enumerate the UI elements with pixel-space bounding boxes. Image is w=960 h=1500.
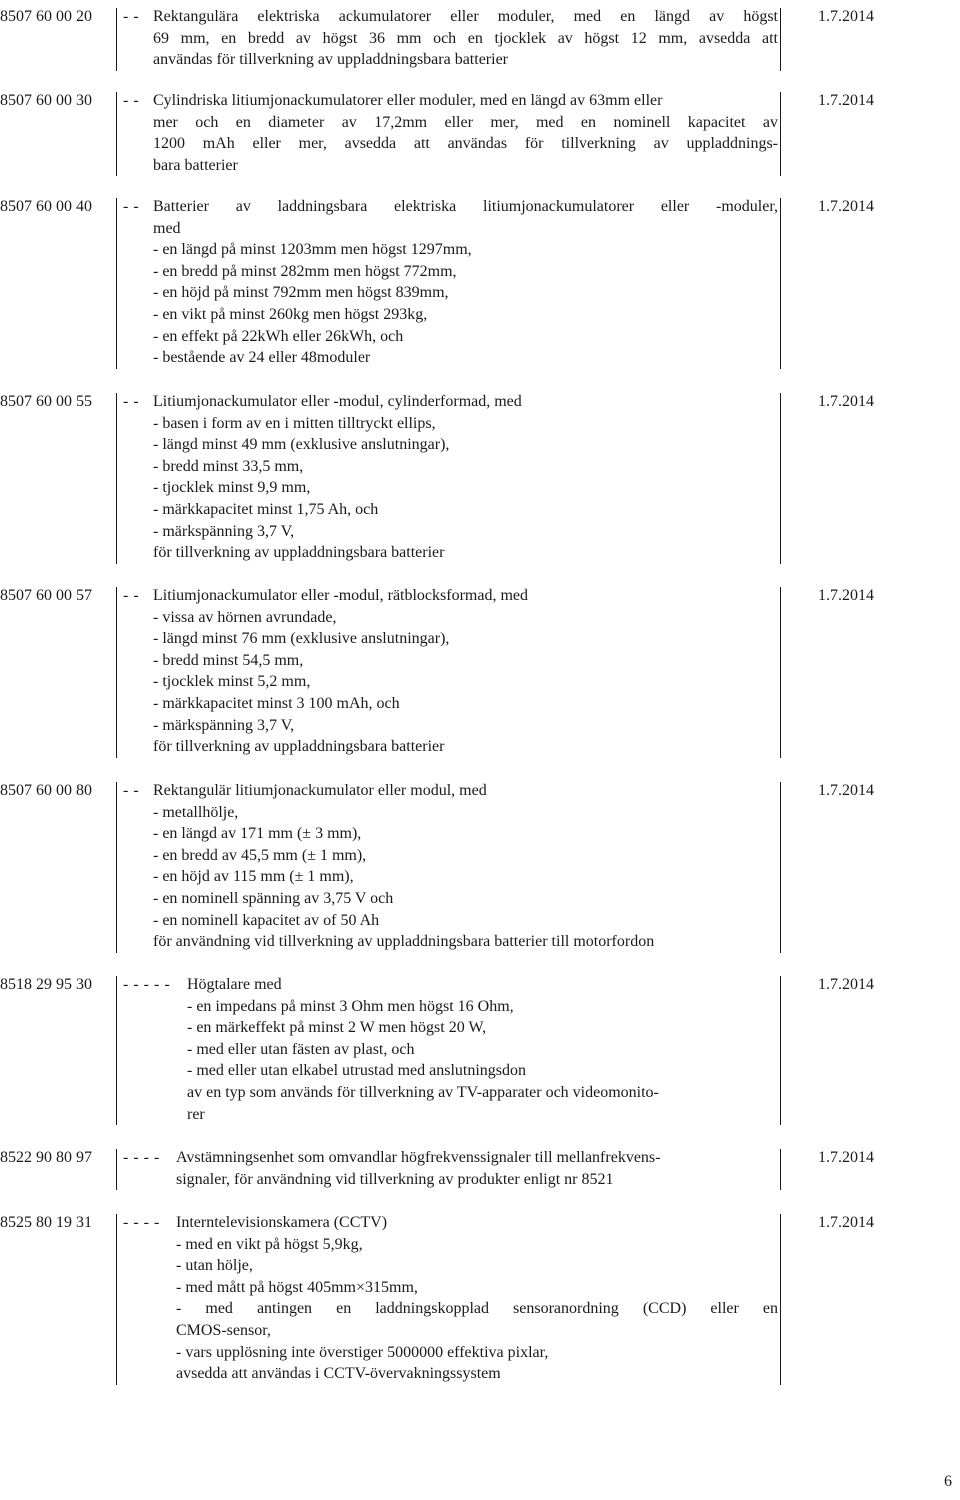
indent-dashes: - - - - <box>123 1214 160 1231</box>
description-line: - vissa av hörnen avrundade, <box>153 608 337 626</box>
column-rule-right <box>780 198 781 369</box>
validity-date: 1.7.2014 <box>818 393 874 410</box>
description-line: Rektangulär litiumjonackumulator eller modul, med <box>153 782 487 799</box>
indent-dashes: - - - - - <box>123 976 171 993</box>
tariff-code: 8507 60 00 20 <box>0 8 92 25</box>
description-line: - märkkapacitet minst 3 100 mAh, och <box>153 694 400 712</box>
description-line: Interntelevisionskamera (CCTV) <box>176 1214 388 1231</box>
tariff-code: 8522 90 80 97 <box>0 1149 92 1166</box>
tariff-code: 8507 60 00 40 <box>0 198 92 215</box>
goods-description <box>153 90 778 176</box>
description-line: - en bredd av 45,5 mm (± 1 mm), <box>153 846 367 864</box>
column-rule-left <box>116 1149 117 1190</box>
column-rule-left <box>116 976 117 1125</box>
description-line: för tillverkning av uppladdningsbara batterier <box>153 738 445 756</box>
description-line: - en nominell kapacitet av of 50 Ah <box>153 911 380 929</box>
goods-description <box>153 391 778 564</box>
description-line: avsedda att användas i CCTV-övervakningssystem <box>176 1365 501 1383</box>
description-line: - vars upplösning inte överstiger 5000000 effektiva pixlar, <box>176 1343 549 1361</box>
column-rule-right <box>780 8 781 71</box>
description-line: - metallhölje, <box>153 803 239 821</box>
goods-description <box>153 6 778 71</box>
validity-date: 1.7.2014 <box>818 92 874 109</box>
column-rule-right <box>780 1214 781 1385</box>
column-rule-right <box>780 92 781 176</box>
description-line: användas för tillverkning av uppladdningsbara batterier <box>153 51 508 69</box>
goods-description <box>176 1147 778 1190</box>
description-line: - märkspänning 3,7 V, <box>153 716 295 734</box>
validity-date: 1.7.2014 <box>818 198 874 215</box>
description-line: CMOS-sensor, <box>176 1321 271 1339</box>
indent-dashes: - - <box>123 782 140 799</box>
description-line: - med en vikt på högst 5,9kg, <box>176 1235 363 1253</box>
column-rule-right <box>780 782 781 953</box>
validity-date: 1.7.2014 <box>818 782 874 799</box>
description-line: Litiumjonackumulator eller -modul, rätblocksformad, med <box>153 587 529 604</box>
validity-date: 1.7.2014 <box>818 8 874 25</box>
description-line: för användning vid tillverkning av uppladdningsbara batterier till motorfordon <box>153 933 655 951</box>
description-line: bara batterier <box>153 156 238 174</box>
description-line: - en längd av 171 mm (± 3 mm), <box>153 825 362 843</box>
description-line: Avstämningsenhet som omvandlar högfrekvenssignaler till mellanfrekvens- <box>176 1149 661 1166</box>
description-line: - längd minst 49 mm (exklusive anslutningar), <box>153 436 450 454</box>
validity-date: 1.7.2014 <box>818 1149 874 1166</box>
indent-dashes: - - <box>123 587 140 604</box>
description-line: Rektangulära elektriska ackumulatorer eller moduler, med en längd av högst <box>153 8 778 25</box>
tariff-code: 8518 29 95 30 <box>0 976 92 993</box>
column-rule-right <box>780 1149 781 1190</box>
description-line: - en höjd på minst 792mm men högst 839mm, <box>153 284 449 302</box>
tariff-code: 8507 60 00 55 <box>0 393 92 410</box>
description-line: - med eller utan fästen av plast, och <box>187 1040 415 1058</box>
description-line: med <box>153 219 181 237</box>
description-line: - bestående av 24 eller 48moduler <box>153 349 371 367</box>
description-line: - med antingen en laddningskopplad sensoranordning (CCD) eller en <box>176 1300 778 1318</box>
column-rule-left <box>116 1214 117 1385</box>
description-line: - en längd på minst 1203mm men högst 1297mm, <box>153 241 472 259</box>
goods-description <box>153 780 778 953</box>
description-line: Högtalare med <box>187 976 282 993</box>
description-line: - en höjd av 115 mm (± 1 mm), <box>153 868 354 886</box>
indent-dashes: - - <box>123 92 140 109</box>
column-rule-right <box>780 976 781 1125</box>
column-rule-left <box>116 782 117 953</box>
column-rule-right <box>780 393 781 564</box>
description-line: Litiumjonackumulator eller -modul, cylinderformad, med <box>153 393 522 410</box>
column-rule-left <box>116 198 117 369</box>
description-line: - märkkapacitet minst 1,75 Ah, och <box>153 500 379 518</box>
description-line: - med eller utan elkabel utrustad med anslutningsdon <box>187 1062 527 1080</box>
goods-description <box>153 585 778 758</box>
validity-date: 1.7.2014 <box>818 1214 874 1231</box>
column-rule-left <box>116 587 117 758</box>
description-line: rer <box>187 1105 205 1123</box>
tariff-code: 8525 80 19 31 <box>0 1214 92 1231</box>
description-line: 1200 mAh eller mer, avsedda att användas för tillverkning av uppladdnings- <box>153 135 778 153</box>
description-line: - en bredd på minst 282mm men högst 772mm, <box>153 262 457 280</box>
description-line: - en impedans på minst 3 Ohm men högst 16 Ohm, <box>187 997 514 1015</box>
description-line: - en effekt på 22kWh eller 26kWh, och <box>153 327 404 345</box>
description-line: - längd minst 76 mm (exklusive anslutningar), <box>153 630 450 648</box>
tariff-code: 8507 60 00 80 <box>0 782 92 799</box>
column-rule-left <box>116 8 117 71</box>
indent-dashes: - - <box>123 393 140 410</box>
description-line: - märkspänning 3,7 V, <box>153 522 295 540</box>
goods-description <box>176 1212 778 1385</box>
description-line: - med mått på högst 405mm×315mm, <box>176 1278 418 1296</box>
description-line: signaler, för användning vid tillverkning av produkter enligt nr 8521 <box>176 1170 614 1188</box>
description-line: - basen i form av en i mitten tilltryckt ellips, <box>153 414 436 432</box>
description-line: mer och en diameter av 17,2mm eller mer, med en nominell kapacitet av <box>153 113 778 131</box>
description-line: 69 mm, en bredd av högst 36 mm och en tjocklek av högst 12 mm, avsedda att <box>153 29 778 47</box>
column-rule-left <box>116 393 117 564</box>
tariff-code: 8507 60 00 30 <box>0 92 92 109</box>
description-line: - bredd minst 33,5 mm, <box>153 457 304 475</box>
description-line: - tjocklek minst 9,9 mm, <box>153 479 311 497</box>
indent-dashes: - - <box>123 8 140 25</box>
column-rule-left <box>116 92 117 176</box>
description-line: - en nominell spänning av 3,75 V och <box>153 889 394 907</box>
description-line: av en typ som används för tillverkning av TV-apparater och videomonito- <box>187 1083 659 1101</box>
description-line: - en vikt på minst 260kg men högst 293kg, <box>153 305 428 323</box>
goods-description <box>187 974 778 1125</box>
indent-dashes: - - - - <box>123 1149 160 1166</box>
description-line: - en märkeffekt på minst 2 W men högst 20 W, <box>187 1019 487 1037</box>
column-rule-right <box>780 587 781 758</box>
validity-date: 1.7.2014 <box>818 587 874 604</box>
validity-date: 1.7.2014 <box>818 976 874 993</box>
description-line: Cylindriska litiumjonackumulatorer eller moduler, med en längd av 63mm eller <box>153 92 663 109</box>
page-number: 6 <box>944 1473 952 1490</box>
indent-dashes: - - <box>123 198 140 215</box>
description-line: för tillverkning av uppladdningsbara batterier <box>153 544 445 562</box>
goods-description <box>153 196 778 369</box>
description-line: - utan hölje, <box>176 1257 253 1275</box>
description-line: - bredd minst 54,5 mm, <box>153 651 304 669</box>
description-line: Batterier av laddningsbara elektriska litiumjonackumulatorer eller -moduler, <box>153 198 778 215</box>
tariff-code: 8507 60 00 57 <box>0 587 92 604</box>
description-line: - tjocklek minst 5,2 mm, <box>153 673 311 691</box>
